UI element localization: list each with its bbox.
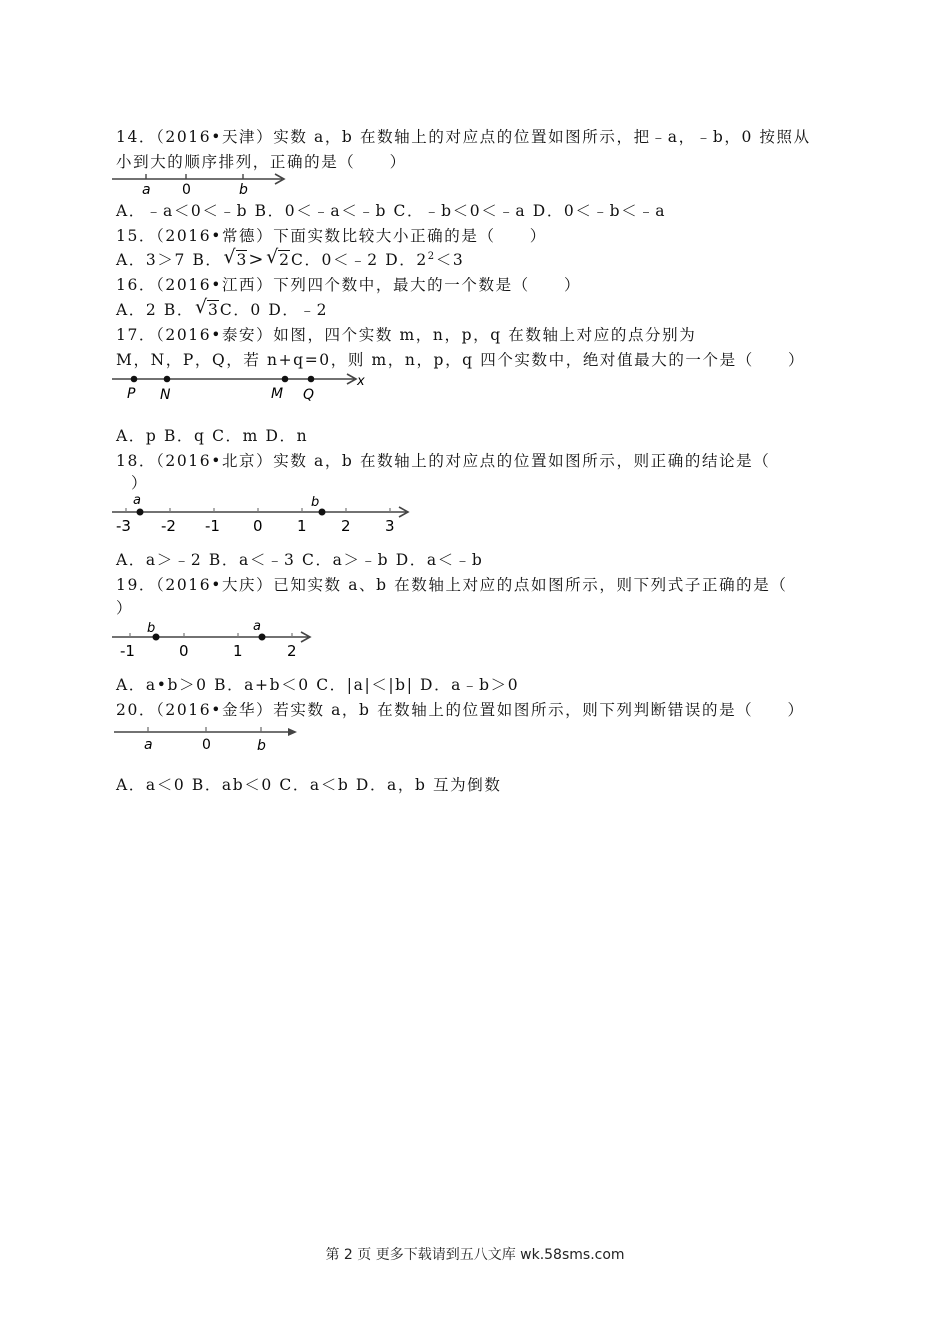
- q18-stem-line1: 18．（2016•北京）实数 a，b 在数轴上的对应点的位置如图所示，则正确的结论是（: [116, 452, 771, 470]
- q15-opt-a: A．3＞7 B．: [116, 251, 223, 269]
- number-line-point: [319, 509, 326, 516]
- q17-stem-line1: 17．（2016•泰安）如图，四个实数 m，n，p，q 在数轴上对应的点分别为: [116, 326, 697, 344]
- q19-stem-line1: 19．（2016•大庆）已知实数 a、b 在数轴上对应的点如图所示，则下列式子正确的是（: [116, 576, 788, 594]
- q17-label-q: Q: [303, 387, 315, 403]
- number-line-point: [137, 509, 144, 516]
- q14-options: A．﹣a＜0＜﹣b B．0＜﹣a＜﹣b C．﹣b＜0＜﹣a D．0＜﹣b＜﹣a: [116, 202, 667, 220]
- sqrt-symbol: [194, 296, 219, 320]
- q15-tail: ＜3: [435, 251, 465, 269]
- q20-label-b: b: [257, 738, 266, 754]
- q15-stem: 15．（2016•常德）下面实数比较大小正确的是（ ）: [116, 227, 547, 245]
- math-fragment: √: [194, 296, 208, 318]
- q18-number-line: [112, 492, 422, 536]
- q19-options: A．a•b＞0 B．a+b＜0 C．|a|＜|b| D．a﹣b＞0: [116, 676, 520, 694]
- q19-label-b: b: [147, 621, 156, 636]
- q18-tick-label: -3: [116, 517, 131, 535]
- q17-number-line: [112, 370, 372, 404]
- q19-number-line: [112, 617, 322, 661]
- q15-exponent: 2: [427, 251, 436, 262]
- q15-radicand-2: 2: [279, 251, 289, 269]
- q18-stem-line2: ）: [131, 474, 149, 492]
- q20-stem: 20．（2016•金华）若实数 a，b 在数轴上的位置如图所示，则下列判断错误的是（ ）: [116, 701, 805, 719]
- q15-cmp: >: [248, 249, 266, 270]
- q16-opt-rest: C．0 D．﹣2: [219, 301, 329, 319]
- q20-label-a: a: [144, 737, 153, 753]
- math-fragment: √: [266, 246, 279, 268]
- q17-label-p: P: [127, 386, 136, 402]
- q18-label-a: a: [133, 493, 141, 508]
- q15-opt-c: C．0＜﹣2 D．2: [290, 251, 428, 269]
- q18-tick-label: 3: [385, 517, 395, 535]
- q17-stem-line2: M，N，P，Q，若 n+q=0，则 m，n，p，q 四个实数中，绝对值最大的一个是（ ）: [116, 351, 806, 369]
- page-footer: 第 2 页 更多下载请到五八文库 wk.58sms.com: [325, 1247, 625, 1263]
- q20-number-line: [114, 721, 304, 755]
- q20-label-0: 0: [202, 737, 211, 753]
- q18-options: A．a＞﹣2 B．a＜﹣3 C．a＞﹣b D．a＜﹣b: [116, 551, 484, 569]
- number-line-point: [131, 376, 138, 383]
- q19-label-a: a: [253, 619, 261, 634]
- q18-tick-label: -1: [205, 517, 220, 535]
- number-line-point: [164, 376, 171, 383]
- math-fragment: √: [223, 246, 236, 268]
- q15-radicand-1: 3: [236, 251, 247, 269]
- q19-tick-label: 2: [287, 642, 297, 660]
- q14-label-b: b: [239, 182, 248, 198]
- number-line-point: [308, 376, 315, 383]
- q18-tick-label: 2: [341, 517, 351, 535]
- number-line-point: [259, 634, 266, 641]
- q18-tick-label: -2: [161, 517, 176, 535]
- q19-tick-label: -1: [120, 642, 135, 660]
- sqrt-symbol: [223, 246, 248, 270]
- q17-options: A．p B．q C．m D．n: [116, 427, 309, 445]
- q16-stem: 16．（2016•江西）下列四个数中，最大的一个数是（ ）: [116, 276, 582, 294]
- q16-radicand: 3: [207, 301, 218, 319]
- q18-tick-label: 0: [253, 517, 263, 535]
- q16-options: [116, 296, 836, 320]
- q19-stem-line2: ）: [116, 599, 134, 617]
- q14-label-0: 0: [182, 182, 191, 198]
- q15-options: [116, 246, 836, 270]
- q16-opt-a: A．2 B．: [116, 301, 194, 319]
- q17-label-n: N: [160, 387, 171, 403]
- q18-label-b: b: [311, 495, 320, 510]
- q14-number-line: [112, 170, 292, 198]
- q19-tick-label: 0: [179, 642, 189, 660]
- q14-stem-line2: 小到大的顺序排列，正确的是（ ）: [116, 153, 407, 171]
- q20-options: A．a＜0 B．ab＜0 C．a＜b D．a，b 互为倒数: [116, 776, 502, 794]
- number-line-mark: [288, 728, 297, 736]
- q18-tick-label: 1: [297, 517, 307, 535]
- number-line-point: [282, 376, 289, 383]
- q17-label-x: x: [357, 374, 365, 389]
- q17-label-m: M: [271, 386, 284, 402]
- sqrt-symbol: [266, 246, 290, 270]
- q14-label-a: a: [142, 182, 151, 198]
- q19-tick-label: 1: [233, 642, 243, 660]
- q14-stem-line1: 14．（2016•天津）实数 a，b 在数轴上的对应点的位置如图所示，把﹣a，﹣b，0 按照从: [116, 128, 811, 146]
